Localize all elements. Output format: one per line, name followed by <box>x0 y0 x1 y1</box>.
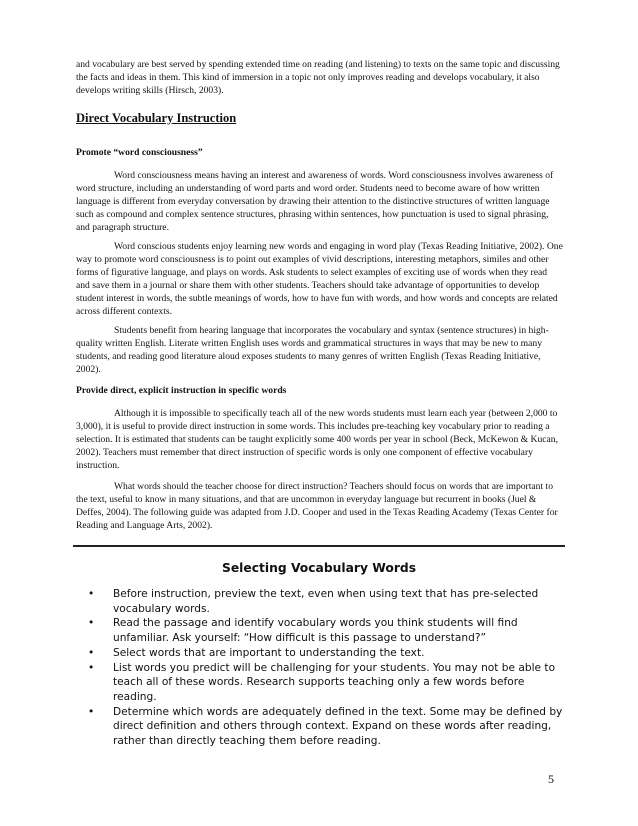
bullet-icon: • <box>88 588 95 600</box>
bullet-icon: • <box>88 661 95 674</box>
subheading-word-consciousness: Promote “word consciousness” <box>76 147 203 158</box>
word-consciousness-paragraph-3: Students benefit from hearing language that incorporates the vocabulary and syntax (sentence structures) in high-quality written English. Literate written English uses words and grammatical structures in ways that may be new to many students, and reading good literature aloud exposes students to many genres of written English (Texas Reading Initiative, 2002). <box>76 325 549 375</box>
list-item: • Read the passage and identify vocabulary words you think students will find unfamiliar. Ask yourself: “How difficult is this passage to understand?” <box>88 617 518 645</box>
page-number: 5 <box>548 772 554 786</box>
direct-instruction-paragraph-2: What words should the teacher choose for direct instruction? Teachers should focus on words that are important to the text, useful to know in many situations, and that are uncommon in everyday language but recurrent in books (Juel & Deffes, 2004). The following guide was adapted from J.D. Cooper and used in the Texas Reading Academy (Texas Center for Reading and Language Arts, 2002). <box>76 481 558 531</box>
list-item: • List words you predict will be challenging for your students. You may not be able to teach all of these words. Research supports teaching only a few words before reading. <box>88 661 556 703</box>
bullet-icon: • <box>88 646 95 659</box>
section-heading: Direct Vocabulary Instruction <box>76 111 237 125</box>
bullet-icon: • <box>88 617 95 630</box>
list-item: • Determine which words are adequately defined in the text. Some may be defined by direct definition and others through context. Expand on these words after reading, rather than directly teaching them before reading. <box>88 705 563 748</box>
selecting-words-list <box>88 587 564 749</box>
box-title: Selecting Vocabulary Words <box>221 561 417 575</box>
direct-instruction-paragraph-1: Although it is impossible to specifically teach all of the new words students must learn each year (between 2,000 to 3,000), it is useful to provide direct instruction in some words. This includes pre-teaching key vocabulary prior to reading a selection. It is estimated that students can be taught explicitly some 400 words per year in school (Beck, McKewon & Kucan, 2002). Teachers must remember that direct instruction of specific words is only one component of effective vocabulary instruction. <box>76 408 558 471</box>
word-consciousness-paragraph-1: Word consciousness means having an interest and awareness of words. Word consciousness involves awareness of word structure, including an understanding of word parts and word order. Students need to become aware of how written language is different from everyday conversation by drawing their attention to the distinctive structures of written language such as compound and complex sentence structures, phrasing within sentences, how punctuation is used to signal phrasing, and paragraph structure. <box>76 170 554 233</box>
intro-paragraph: and vocabulary are best served by spending extended time on reading (and listening) to texts on the same topic and discussing the facts and ideas in them. This kind of immersion in a topic not only improves reading and develops vocabulary, it also develops writing skills (Hirsch, 2003). <box>76 59 560 96</box>
list-item: • Select words that are important to understanding the text. <box>88 646 425 659</box>
subheading-direct-instruction: Provide direct, explicit instruction in specific words <box>76 385 287 396</box>
list-item: • Before instruction, preview the text, even when using text that has pre-selected vocabulary words. <box>88 588 539 615</box>
box-top-rule <box>73 545 565 547</box>
bullet-icon: • <box>88 705 95 718</box>
word-consciousness-paragraph-2: Word conscious students enjoy learning new words and engaging in word play (Texas Reading Initiative, 2002). One way to promote word consciousness is to point out examples of vivid descriptions, interesting metaphors, similes and other forms of figurative language, and plays on words. Ask students to select examples of exciting use of words when they read and save them in a journal or share them with other students. Teachers should take advantage of opportunities to develop student interest in words, the subtle meanings of words, how to have fun with words, and how words and concepts are related across different contexts. <box>76 241 563 317</box>
